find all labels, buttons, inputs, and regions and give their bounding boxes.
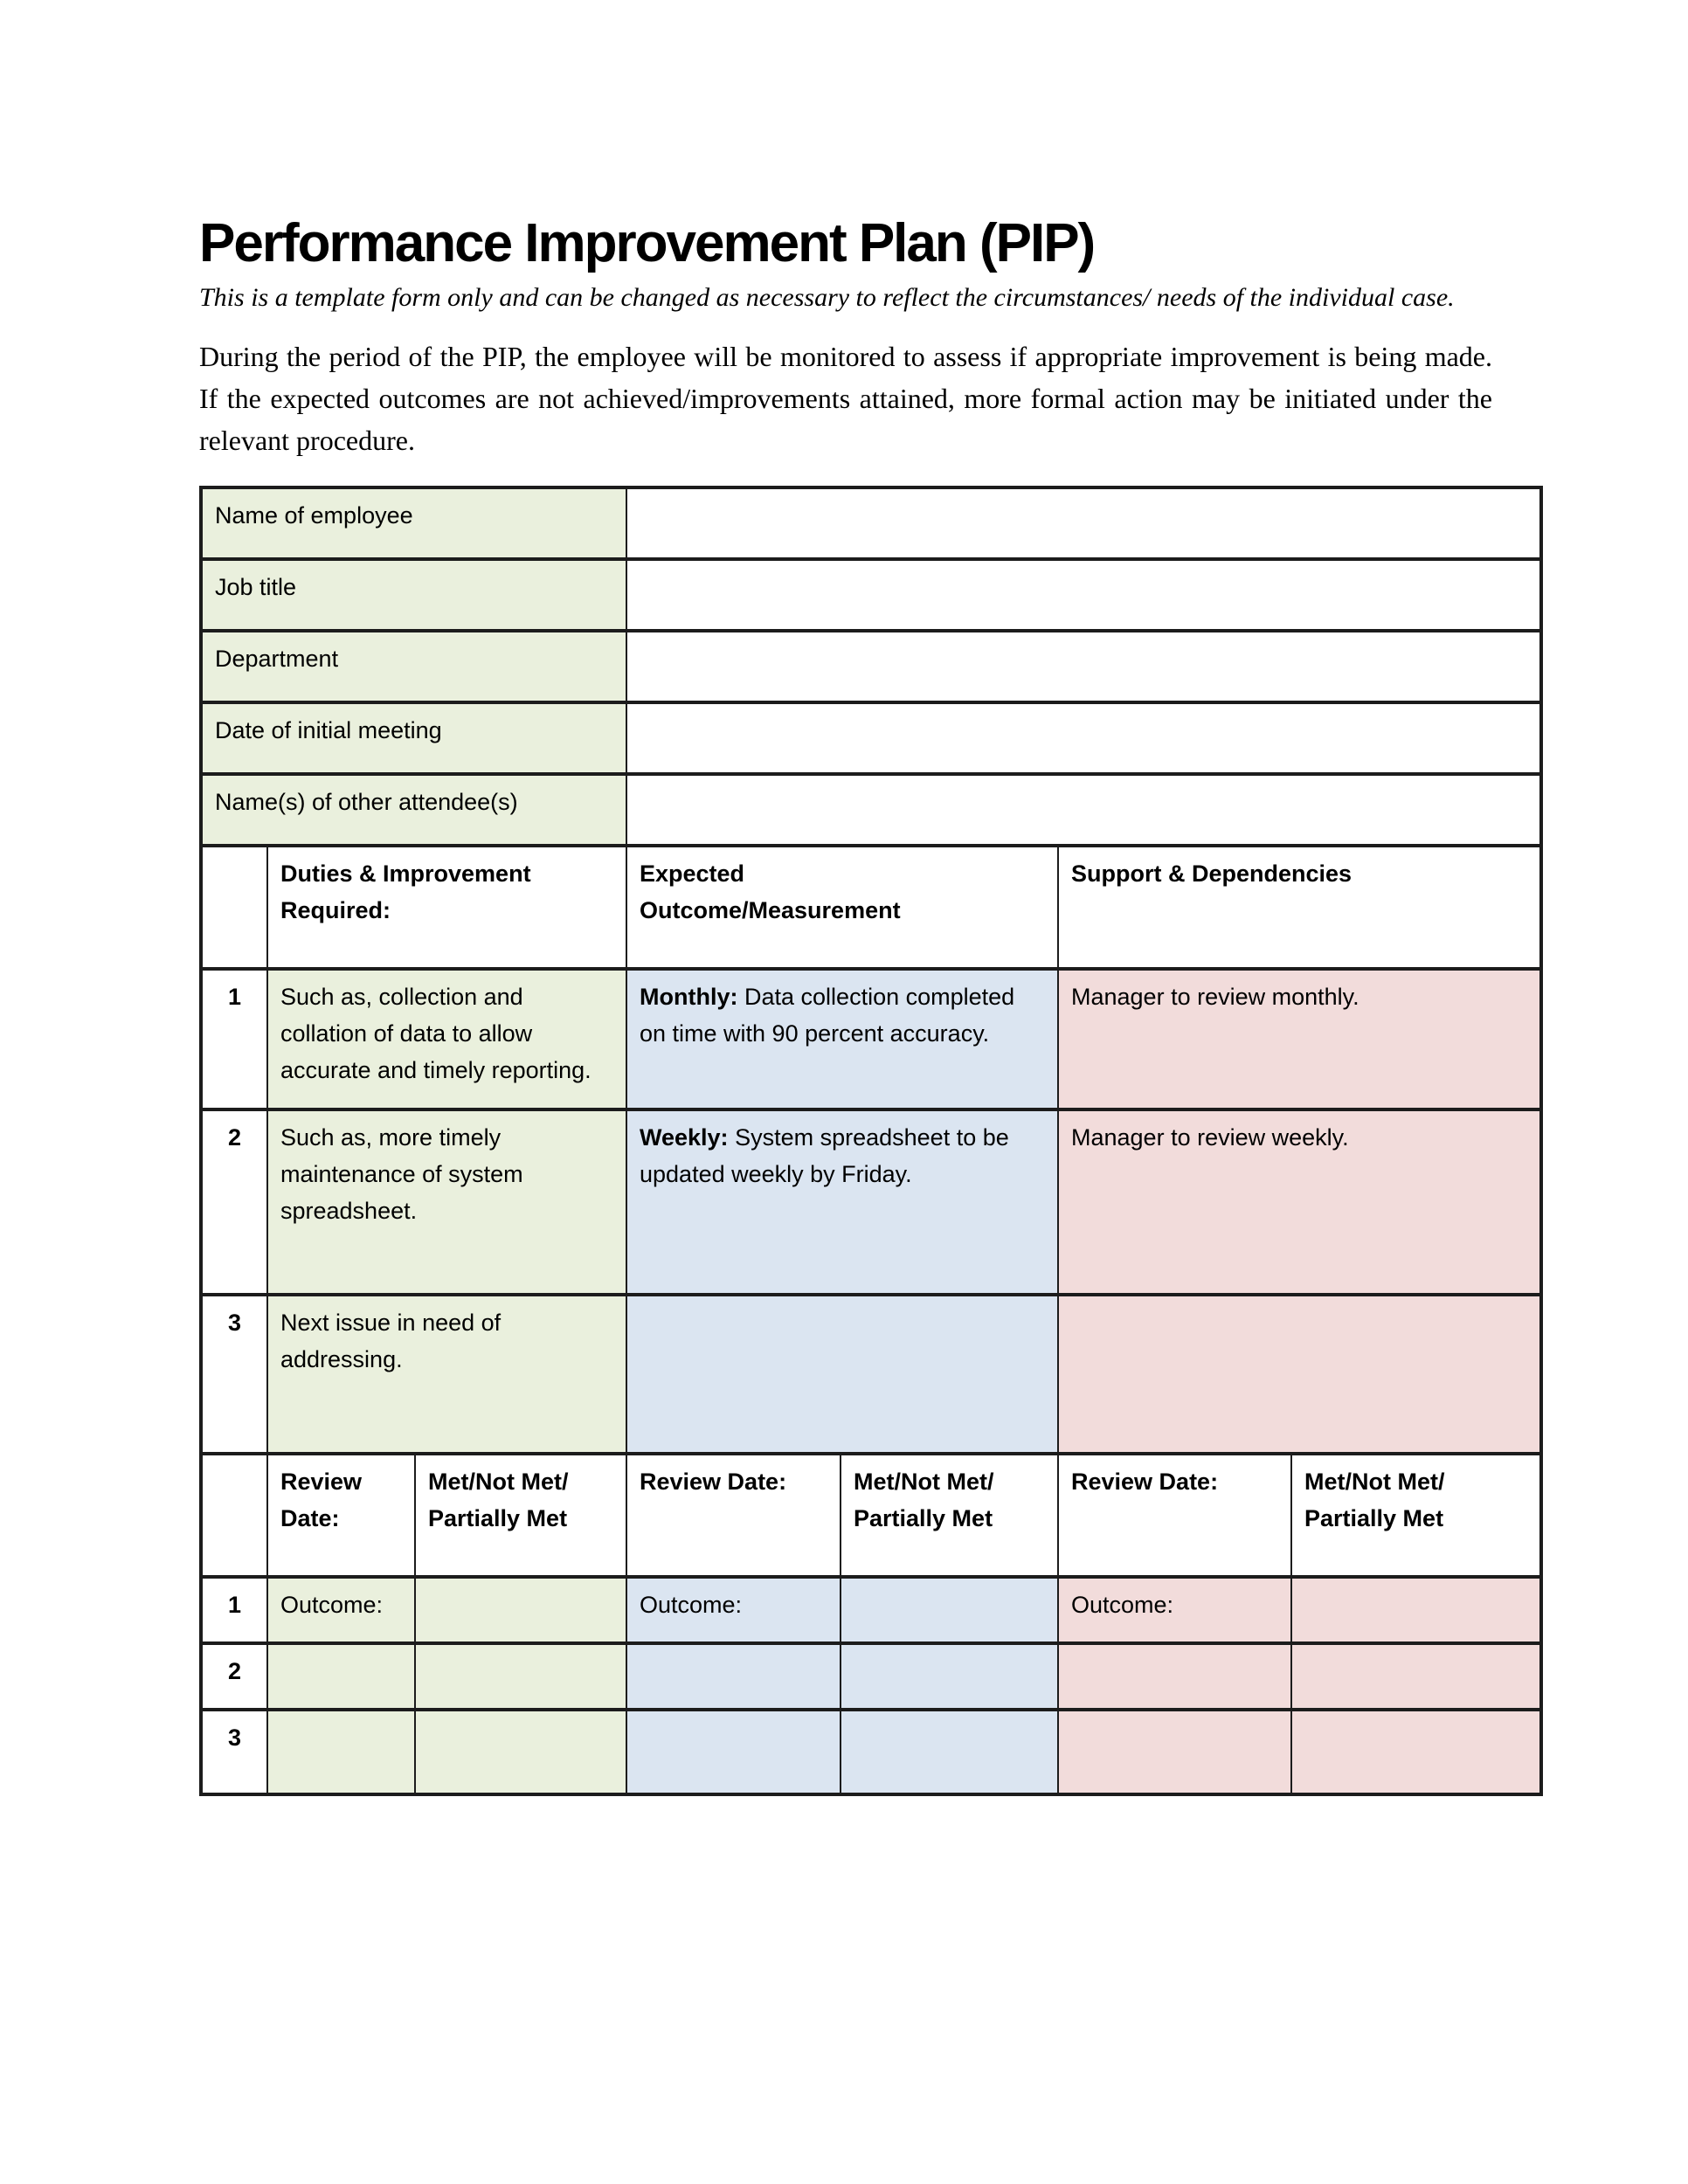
met-status-header: Met/Not Met/ Partially Met [1291, 1454, 1541, 1577]
header-expected-line2: Outcome/Measurement [640, 896, 901, 923]
pip-table [199, 486, 1543, 1796]
info-row [201, 702, 1541, 774]
header-spacer [201, 846, 267, 969]
plan-header-row [201, 846, 1541, 969]
review-date-field[interactable] [626, 1643, 841, 1710]
info-label: Department [201, 631, 626, 702]
info-row [201, 631, 1541, 702]
met-status-field[interactable] [841, 1710, 1058, 1794]
page-title: Performance Improvement Plan (PIP) [199, 213, 1095, 273]
header-duties: Duties & Improvement Required: [267, 846, 626, 969]
review-date-field[interactable] [267, 1710, 415, 1794]
review-date-header: Review Date: [267, 1454, 415, 1577]
review-date-header: Review Date: [626, 1454, 841, 1577]
review-row [201, 1577, 1541, 1643]
plan-row [201, 1109, 1541, 1295]
expected-text: Data collection completed on time with 90 percent accuracy. [640, 984, 1015, 1047]
info-row [201, 487, 1541, 559]
info-value-field[interactable] [626, 774, 1541, 846]
header-expected-line1: Expected [640, 860, 745, 887]
header-expected [626, 846, 1058, 969]
row-number: 1 [201, 969, 267, 1109]
support-cell[interactable]: Manager to review monthly. [1058, 969, 1541, 1109]
expected-cell[interactable] [626, 1295, 1058, 1454]
info-value-field[interactable] [626, 559, 1541, 631]
review-date-field[interactable] [1058, 1710, 1291, 1794]
info-label: Job title [201, 559, 626, 631]
header-support: Support & Dependencies [1058, 846, 1541, 969]
review-date-field[interactable] [1058, 1643, 1291, 1710]
support-cell[interactable]: Manager to review weekly. [1058, 1109, 1541, 1295]
plan-row [201, 969, 1541, 1109]
row-number: 1 [201, 1577, 267, 1643]
duties-cell[interactable]: Such as, collection and collation of data to allow accurate and timely reporting. [267, 969, 626, 1109]
outcome-label-cell[interactable]: Outcome: [267, 1577, 415, 1643]
review-row [201, 1643, 1541, 1710]
duties-cell[interactable]: Such as, more timely maintenance of system spreadsheet. [267, 1109, 626, 1295]
intro-paragraph: During the period of the PIP, the employee will be monitored to assess if appropriate improvement is being made. If the expected outcomes are not achieved/improvements attained, more formal action may be initiated under the relevant procedure. [199, 341, 1492, 456]
met-status-header: Met/Not Met/ Partially Met [415, 1454, 626, 1577]
info-row [201, 559, 1541, 631]
met-status-field[interactable] [415, 1710, 626, 1794]
met-status-field[interactable] [841, 1577, 1058, 1643]
row-number: 3 [201, 1710, 267, 1794]
expected-cell[interactable] [626, 1109, 1058, 1295]
review-date-header: Review Date: [1058, 1454, 1291, 1577]
plan-row [201, 1295, 1541, 1454]
info-label: Name of employee [201, 487, 626, 559]
page-subtitle: This is a template form only and can be changed as necessary to reflect the circumstances/ needs of the individual case. [199, 283, 1455, 312]
duties-cell[interactable]: Next issue in need of addressing. [267, 1295, 626, 1454]
outcome-label-cell[interactable]: Outcome: [1058, 1577, 1291, 1643]
info-row [201, 774, 1541, 846]
info-label: Name(s) of other attendee(s) [201, 774, 626, 846]
met-status-field[interactable] [415, 1643, 626, 1710]
expected-text: System spreadsheet to be updated weekly by Friday. [640, 1124, 1009, 1187]
met-status-field[interactable] [415, 1577, 626, 1643]
info-label: Date of initial meeting [201, 702, 626, 774]
met-status-header: Met/Not Met/ Partially Met [841, 1454, 1058, 1577]
support-cell[interactable] [1058, 1295, 1541, 1454]
info-value-field[interactable] [626, 487, 1541, 559]
document-page [199, 0, 1539, 1796]
review-header-row [201, 1454, 1541, 1577]
review-date-field[interactable] [267, 1643, 415, 1710]
info-value-field[interactable] [626, 631, 1541, 702]
met-status-field[interactable] [1291, 1577, 1541, 1643]
row-number: 3 [201, 1295, 267, 1454]
review-date-field[interactable] [626, 1710, 841, 1794]
met-status-field[interactable] [1291, 1710, 1541, 1794]
expected-cell[interactable] [626, 969, 1058, 1109]
expected-prefix: Monthly: [640, 984, 738, 1010]
info-value-field[interactable] [626, 702, 1541, 774]
outcome-label-cell[interactable]: Outcome: [626, 1577, 841, 1643]
row-number: 2 [201, 1643, 267, 1710]
review-row [201, 1710, 1541, 1794]
row-number: 2 [201, 1109, 267, 1295]
met-status-field[interactable] [841, 1643, 1058, 1710]
met-status-field[interactable] [1291, 1643, 1541, 1710]
header-spacer [201, 1454, 267, 1577]
expected-prefix: Weekly: [640, 1124, 729, 1151]
